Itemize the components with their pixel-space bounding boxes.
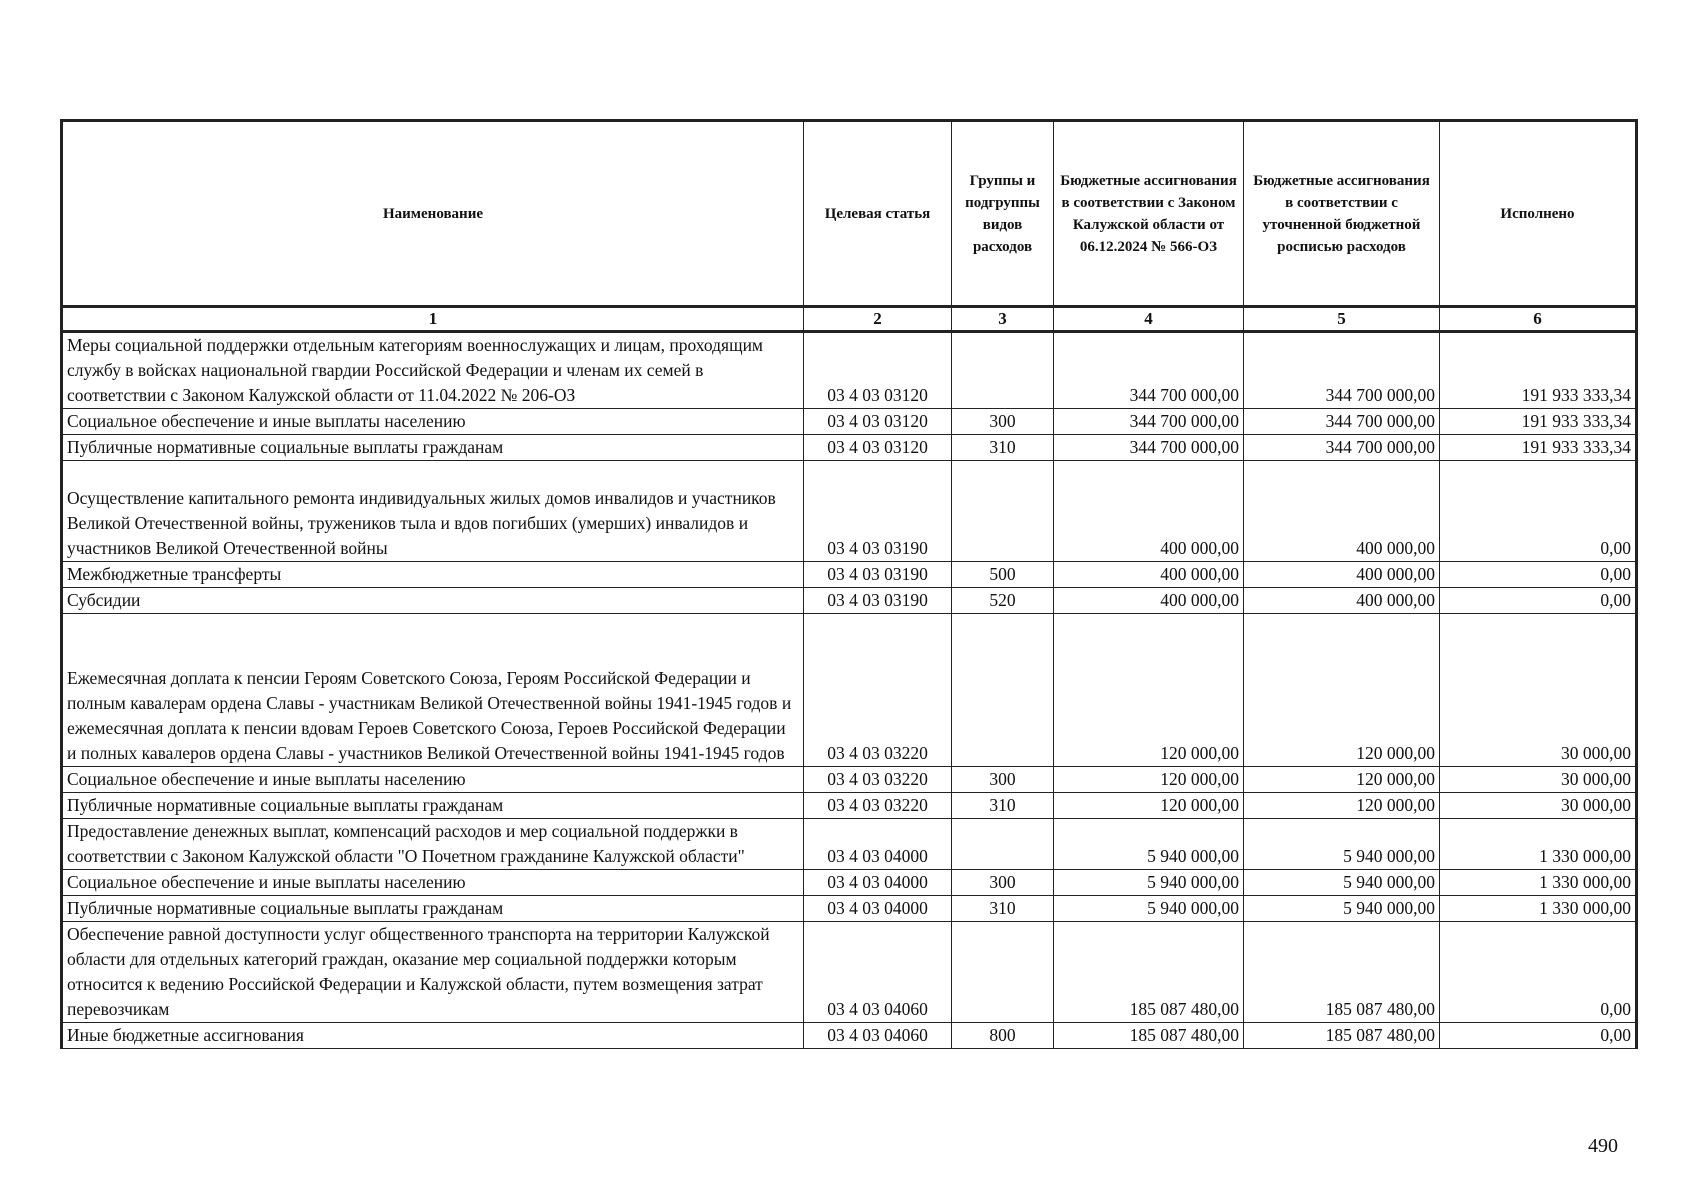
row-law-amount: 5 940 000,00 — [1054, 819, 1244, 870]
row-executed-amount: 1 330 000,00 — [1440, 896, 1637, 922]
row-law-amount: 400 000,00 — [1054, 588, 1244, 614]
row-name: Социальное обеспечение и иные выплаты населению — [62, 767, 804, 793]
row-group-code: 310 — [952, 896, 1054, 922]
table-row — [62, 870, 1637, 896]
row-target-code: 03 4 03 04060 — [804, 922, 952, 1023]
column-number: 5 — [1244, 307, 1440, 332]
column-number: 1 — [62, 307, 804, 332]
row-law-amount: 120 000,00 — [1054, 614, 1244, 767]
row-group-code — [952, 461, 1054, 562]
row-group-code — [952, 922, 1054, 1023]
row-group-code: 310 — [952, 793, 1054, 819]
row-law-amount: 185 087 480,00 — [1054, 922, 1244, 1023]
column-number: 3 — [952, 307, 1054, 332]
row-refined-amount: 120 000,00 — [1244, 767, 1440, 793]
header-groups: Группы и подгруппы видов расходов — [952, 121, 1054, 307]
row-name: Социальное обеспечение и иные выплаты населению — [62, 409, 804, 435]
row-law-amount: 344 700 000,00 — [1054, 409, 1244, 435]
table-row — [62, 562, 1637, 588]
row-target-code: 03 4 03 04000 — [804, 896, 952, 922]
row-target-code: 03 4 03 03120 — [804, 332, 952, 409]
column-number: 6 — [1440, 307, 1637, 332]
column-number-row — [62, 307, 1637, 332]
row-group-code: 300 — [952, 767, 1054, 793]
row-refined-amount: 185 087 480,00 — [1244, 922, 1440, 1023]
row-executed-amount: 30 000,00 — [1440, 614, 1637, 767]
row-name: Субсидии — [62, 588, 804, 614]
row-target-code: 03 4 03 04000 — [804, 819, 952, 870]
table-row — [62, 409, 1637, 435]
row-refined-amount: 5 940 000,00 — [1244, 870, 1440, 896]
page-number: 490 — [1588, 1135, 1618, 1157]
table-row — [62, 1023, 1637, 1049]
table-row — [62, 614, 1637, 767]
row-name: Межбюджетные трансферты — [62, 562, 804, 588]
row-law-amount: 400 000,00 — [1054, 461, 1244, 562]
row-target-code: 03 4 03 03190 — [804, 588, 952, 614]
row-executed-amount: 0,00 — [1440, 922, 1637, 1023]
row-executed-amount: 0,00 — [1440, 562, 1637, 588]
row-target-code: 03 4 03 03120 — [804, 435, 952, 461]
table-row — [62, 922, 1637, 1023]
row-law-amount: 400 000,00 — [1054, 562, 1244, 588]
row-group-code — [952, 819, 1054, 870]
row-executed-amount: 0,00 — [1440, 1023, 1637, 1049]
row-group-code — [952, 332, 1054, 409]
header-row — [62, 121, 1637, 307]
row-target-code: 03 4 03 03220 — [804, 767, 952, 793]
row-refined-amount: 185 087 480,00 — [1244, 1023, 1440, 1049]
row-group-code: 300 — [952, 870, 1054, 896]
row-group-code: 800 — [952, 1023, 1054, 1049]
row-law-amount: 185 087 480,00 — [1054, 1023, 1244, 1049]
row-refined-amount: 344 700 000,00 — [1244, 435, 1440, 461]
header-refined: Бюджетные ассигнования в соответствии с уточненной бюджетной росписью расходов — [1244, 121, 1440, 307]
table-row — [62, 588, 1637, 614]
row-name: Социальное обеспечение и иные выплаты населению — [62, 870, 804, 896]
header-executed: Исполнено — [1440, 121, 1637, 307]
row-name: Ежемесячная доплата к пенсии Героям Советского Союза, Героям Российской Федерации и полным кавалерам ордена Славы - участникам Великой Отечественной войны 1941-1945 годов и ежемесячная доплата к пенсии вдовам Героев Советского Союза, Героев Российской Федерации и полных кавалеров ордена Славы - участников Великой Отечественной войны 1941-1945 годов — [62, 614, 804, 767]
row-name: Предоставление денежных выплат, компенсаций расходов и мер социальной поддержки в соответствии с Законом Калужской области "О Почетном гражданине Калужской области" — [62, 819, 804, 870]
row-refined-amount: 120 000,00 — [1244, 793, 1440, 819]
row-name: Публичные нормативные социальные выплаты гражданам — [62, 435, 804, 461]
table-row — [62, 793, 1637, 819]
row-group-code: 310 — [952, 435, 1054, 461]
row-executed-amount: 30 000,00 — [1440, 767, 1637, 793]
row-executed-amount: 0,00 — [1440, 588, 1637, 614]
row-refined-amount: 344 700 000,00 — [1244, 332, 1440, 409]
row-law-amount: 344 700 000,00 — [1054, 435, 1244, 461]
row-executed-amount: 0,00 — [1440, 461, 1637, 562]
header-law: Бюджетные ассигнования в соответствии с Законом Калужской области от 06.12.2024 № 566-ОЗ — [1054, 121, 1244, 307]
row-refined-amount: 344 700 000,00 — [1244, 409, 1440, 435]
row-executed-amount: 191 933 333,34 — [1440, 409, 1637, 435]
row-target-code: 03 4 03 03220 — [804, 793, 952, 819]
table-row — [62, 332, 1637, 409]
column-number: 2 — [804, 307, 952, 332]
table-row — [62, 767, 1637, 793]
row-name: Публичные нормативные социальные выплаты гражданам — [62, 793, 804, 819]
row-target-code: 03 4 03 03190 — [804, 461, 952, 562]
row-law-amount: 5 940 000,00 — [1054, 870, 1244, 896]
row-target-code: 03 4 03 03190 — [804, 562, 952, 588]
row-target-code: 03 4 03 04060 — [804, 1023, 952, 1049]
row-executed-amount: 191 933 333,34 — [1440, 332, 1637, 409]
row-target-code: 03 4 03 03120 — [804, 409, 952, 435]
row-name: Обеспечение равной доступности услуг общественного транспорта на территории Калужской области для отдельных категорий граждан, оказание мер социальной поддержки которым относится к ведению Российской Федерации и Калужской области, путем возмещения затрат перевозчикам — [62, 922, 804, 1023]
row-target-code: 03 4 03 04000 — [804, 870, 952, 896]
row-executed-amount: 1 330 000,00 — [1440, 870, 1637, 896]
row-refined-amount: 400 000,00 — [1244, 562, 1440, 588]
row-law-amount: 120 000,00 — [1054, 793, 1244, 819]
row-refined-amount: 5 940 000,00 — [1244, 819, 1440, 870]
row-target-code: 03 4 03 03220 — [804, 614, 952, 767]
row-refined-amount: 400 000,00 — [1244, 461, 1440, 562]
header-name: Наименование — [62, 121, 804, 307]
row-refined-amount: 400 000,00 — [1244, 588, 1440, 614]
header-target: Целевая статья — [804, 121, 952, 307]
table-row — [62, 896, 1637, 922]
row-executed-amount: 1 330 000,00 — [1440, 819, 1637, 870]
row-executed-amount: 191 933 333,34 — [1440, 435, 1637, 461]
row-group-code — [952, 614, 1054, 767]
row-law-amount: 120 000,00 — [1054, 767, 1244, 793]
row-name: Публичные нормативные социальные выплаты гражданам — [62, 896, 804, 922]
table-row — [62, 435, 1637, 461]
budget-table — [60, 119, 1638, 1049]
row-group-code: 300 — [952, 409, 1054, 435]
row-group-code: 500 — [952, 562, 1054, 588]
table-row — [62, 819, 1637, 870]
row-executed-amount: 30 000,00 — [1440, 793, 1637, 819]
column-number: 4 — [1054, 307, 1244, 332]
row-name: Иные бюджетные ассигнования — [62, 1023, 804, 1049]
row-law-amount: 344 700 000,00 — [1054, 332, 1244, 409]
row-refined-amount: 120 000,00 — [1244, 614, 1440, 767]
row-group-code: 520 — [952, 588, 1054, 614]
row-refined-amount: 5 940 000,00 — [1244, 896, 1440, 922]
row-law-amount: 5 940 000,00 — [1054, 896, 1244, 922]
table-row — [62, 461, 1637, 562]
row-name: Осуществление капитального ремонта индивидуальных жилых домов инвалидов и участников Великой Отечественной войны, тружеников тыла и вдов погибших (умерших) инвалидов и участников Великой Отечественной войны — [62, 461, 804, 562]
row-name: Меры социальной поддержки отдельным категориям военнослужащих и лицам, проходящим службу в войсках национальной гвардии Российской Федерации и членам их семей в соответствии с Законом Калужской области от 11.04.2022 № 206-ОЗ — [62, 332, 804, 409]
